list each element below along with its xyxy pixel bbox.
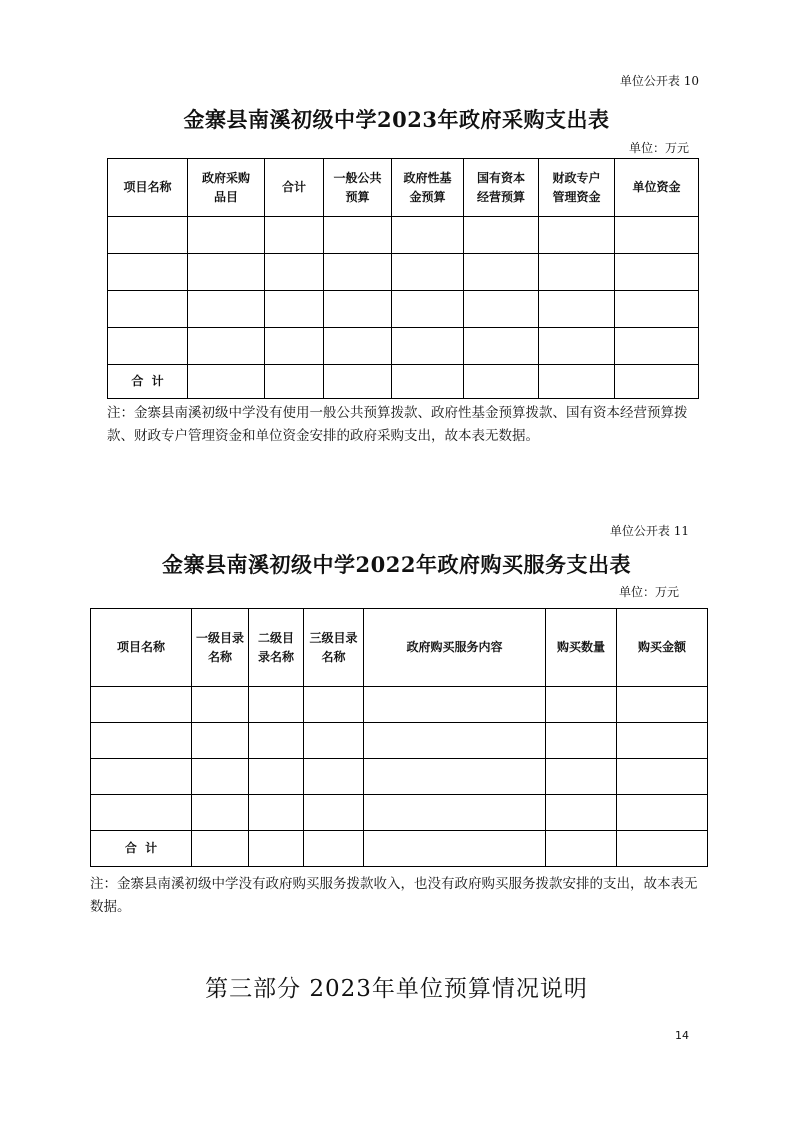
table-row: [108, 217, 699, 254]
section-heading: 第三部分 2023年单位预算情况说明: [205, 976, 588, 1002]
header-level2-name: 二级目 录名称: [249, 609, 304, 687]
table11-tag: 单位公开表 11: [609, 524, 689, 538]
table10-title: 金寨县南溪初级中学2023年政府采购支出表: [183, 107, 610, 132]
table-row: [91, 723, 708, 759]
table-row: [108, 254, 699, 291]
total-row: [108, 365, 699, 399]
table10-unit: 单位：万元: [628, 141, 689, 155]
table-row: [91, 795, 708, 831]
service-purchase-table: [90, 608, 708, 867]
header-quantity: 购买数量: [546, 609, 617, 687]
total-label: 合 计: [108, 365, 188, 399]
header-service-content: 政府购买服务内容: [364, 609, 546, 687]
header-project-name: 项目名称: [91, 609, 192, 687]
header-state-capital-budget: 国有资本 经营预算: [464, 159, 539, 217]
header-special-account-funds: 财政专户 管理资金: [539, 159, 615, 217]
total-row: [91, 831, 708, 867]
table10-tag: 单位公开表 10: [619, 74, 699, 88]
header-total: 合计: [265, 159, 324, 217]
table-row: [108, 291, 699, 328]
header-level3-name: 三级目录 名称: [304, 609, 364, 687]
header-procurement-item: 政府采购 品目: [188, 159, 265, 217]
header-level1-name: 一级目录 名称: [192, 609, 249, 687]
procurement-table: [107, 158, 699, 399]
header-gov-fund-budget: 政府性基 金预算: [392, 159, 464, 217]
header-unit-funds: 单位资金: [615, 159, 699, 217]
table-row: [91, 759, 708, 795]
total-label: 合 计: [91, 831, 192, 867]
header-amount: 购买金额: [617, 609, 708, 687]
table-header-row: [108, 159, 699, 217]
table-row: [108, 328, 699, 365]
table11-unit: 单位：万元: [618, 585, 679, 599]
table-row: [91, 687, 708, 723]
table10-note: 注：金寨县南溪初级中学没有使用一般公共预算拨款、政府性基金预算拨款、国有资本经营预算拨款、财政专户管理资金和单位资金安排的政府采购支出，故本表无数据。: [107, 405, 688, 444]
header-project-name: 项目名称: [108, 159, 188, 217]
table11-title: 金寨县南溪初级中学2022年政府购买服务支出表: [162, 552, 631, 577]
table-header-row: [91, 609, 708, 687]
table11-note: 注：金寨县南溪初级中学没有政府购买服务拨款收入，也没有政府购买服务拨款安排的支出，故本表无数据。: [90, 876, 698, 915]
header-general-budget: 一般公共 预算: [324, 159, 392, 217]
page-number: 14: [675, 1029, 689, 1042]
